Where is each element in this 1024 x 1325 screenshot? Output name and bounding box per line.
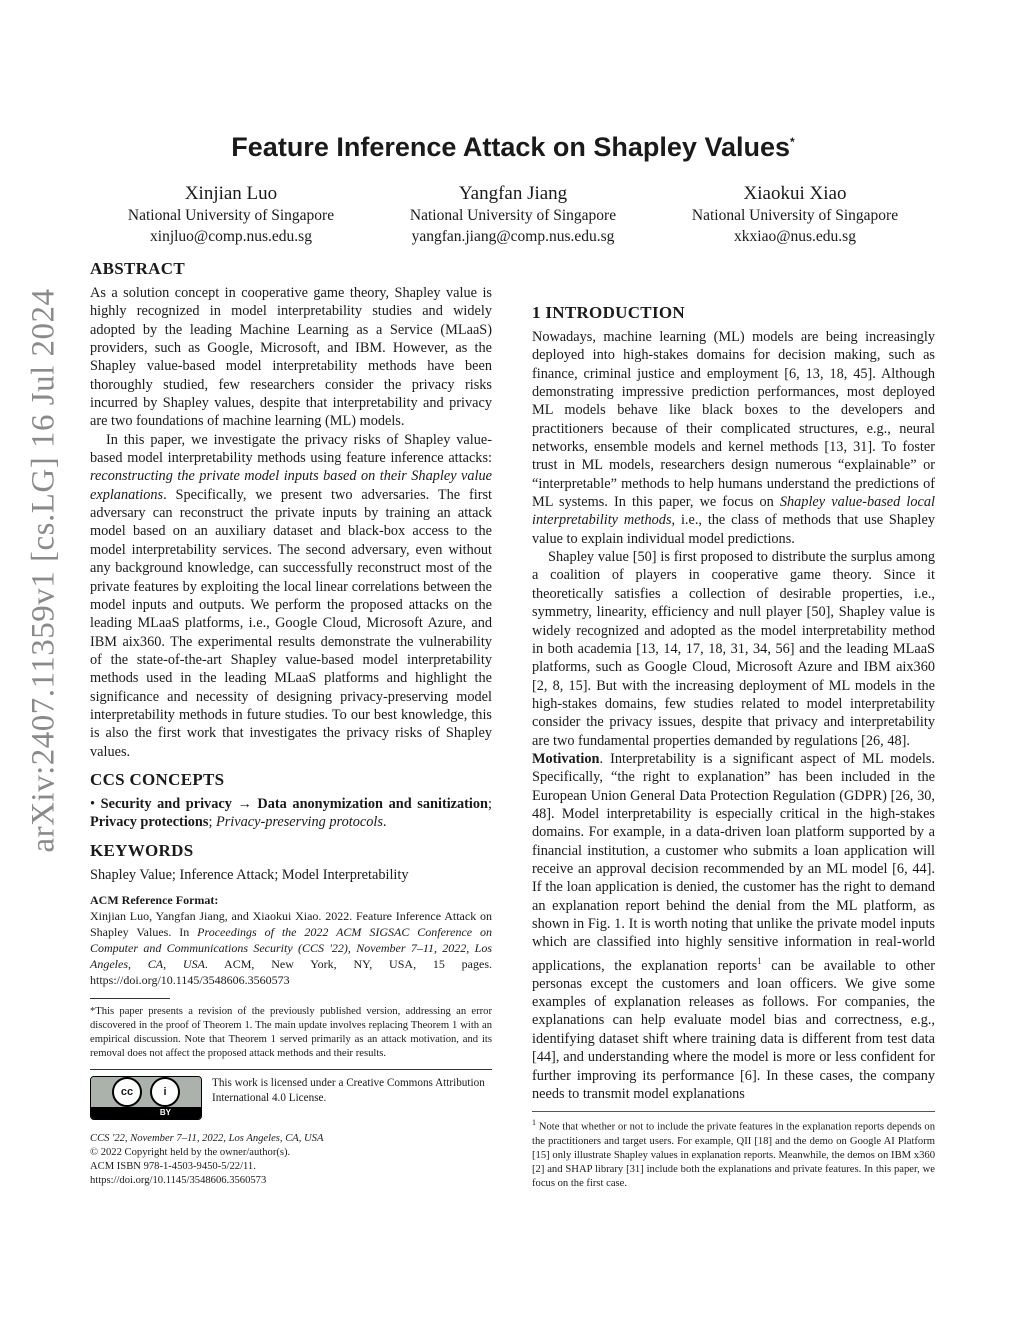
author-email: xinjluo@comp.nus.edu.sg bbox=[150, 228, 312, 245]
ccs-separator: ; bbox=[488, 795, 492, 812]
author-3 bbox=[654, 182, 936, 247]
author-email: xkxiao@nus.edu.sg bbox=[734, 228, 856, 245]
author-name: Yangfan Jiang bbox=[458, 183, 568, 204]
license-text: This work is licensed under a Creative Commons Attribution International 4.0 License. bbox=[212, 1076, 485, 1104]
reference-venue: Proceedings of the 2022 ACM SIGSAC Conference on Computer and Communications Security (CCS '22), November 7–11, 2022, Los Angeles, CA, USA bbox=[90, 924, 492, 971]
arxiv-id: arXiv:2407.11359v1 [cs.LG] 16 Jul 2024 bbox=[25, 287, 62, 853]
footnote-1 bbox=[532, 1116, 935, 1191]
license-block bbox=[90, 1069, 492, 1120]
intro-paragraph-3 bbox=[532, 750, 935, 1103]
by-label: BY bbox=[91, 1107, 201, 1119]
cc-icon: cc bbox=[112, 1077, 142, 1107]
keywords-text: Shapley Value; Inference Attack; Model Interpretability bbox=[90, 866, 409, 883]
introduction-heading: 1 INTRODUCTION bbox=[532, 303, 685, 322]
intro-paragraph-2: Shapley value [50] is first proposed to distribute the surplus among a coalition of players in cooperative game theory. Since it theoretically satisfies a collection of desirable properties, i.e., symmetry, linearity, efficiency and null player [50], Shapley value is widely recognized and adopted as the model interpretability method in both academia [13, 14, 17, 18, 31, 34, 56] and the leading MLaaS platforms, such as Google Cloud, Microsoft Azure and IBM aix360 [2, 8, 15]. But with the increasing deployment of ML models in the high-stakes domains, few studies related to model interpretability consider the privacy issues, despite that privacy and interpretability are two fundamental properties demanded by regulations [26, 48]. bbox=[532, 549, 935, 749]
ccs-concept-2: Privacy protections bbox=[90, 814, 209, 831]
ccs-end: . bbox=[382, 814, 387, 831]
title-footnote-mark: * bbox=[790, 135, 795, 149]
author-affiliation: National University of Singapore bbox=[691, 207, 899, 224]
paper-title bbox=[90, 132, 936, 163]
author-name: Xiaokui Xiao bbox=[743, 183, 847, 204]
intro-paragraph-1 bbox=[532, 328, 935, 548]
keywords-heading: KEYWORDS bbox=[90, 840, 194, 860]
author-block bbox=[90, 182, 936, 247]
conference-line: CCS '22, November 7–11, 2022, Los Angeles, CA, USA bbox=[90, 1132, 324, 1144]
author-name: Xinjian Luo bbox=[184, 183, 278, 204]
ccs-concepts bbox=[90, 795, 492, 832]
footnote-ref-1: 1 bbox=[757, 955, 762, 966]
author-email: yangfan.jiang@comp.nus.edu.sg bbox=[411, 228, 615, 245]
ccs-concept-3: Privacy-preserving protocols bbox=[216, 814, 383, 831]
footnote-1-text: Note that whether or not to include the private features in the explanation reports depends on the practitioners and target users. For example, QII [18] and the demo on Google AI Platform [15] only illustrate Shapley values in explanation reports. Meanwhile, the demos on IBM x360 [2] and SHAP library [31] include both the explanations and private features. In this paper, we focus on the first case. bbox=[532, 1121, 935, 1189]
abstract-p2-text: In this paper, we investigate the privacy risks of Shapley value-based model interpretability methods using feature inference attacks: bbox=[90, 431, 492, 467]
intro-p3-rest: can be available to other personas except the customers and loan officers. We give some examples of explanation releases as follows. For companies, the explanations can help evaluate model bias and correctness, e.g., identifying dataset shift where training data is different from test data [44], and understanding where the model is more or less confident for further improving its performance [6]. In these cases, the company needs to transmit model explanations bbox=[532, 957, 935, 1102]
conference-info bbox=[90, 1132, 492, 1188]
abstract-p2-rest: . Specifically, we present two adversaries. The first adversary can reconstruct the private inputs by training an attack model based on an auxiliary dataset and black-box access to the model interpretability services. The second adversary, even without any background knowledge, can successfully reconstruct most of the private features by exploiting the local linear correlations between the model inputs and outputs. We perform the proposed attacks on the leading MLaaS platforms, i.e., Google Cloud, Microsoft Azure, and IBM aix360. The experimental results demonstrate the vulnerability of the state-of-the-art Shapley value-based model interpretability methods used in the leading MLaaS platforms and highlight the significance and necessity of designing privacy-preserving model interpretability methods in future studies. To our best knowledge, this is also the first work that investigates the privacy risks of Shapley values. bbox=[90, 486, 492, 760]
intro-p1-text: Nowadays, machine learning (ML) models are being increasingly deployed into high-stakes domains for decision making, such as finance, criminal justice and employment [6, 13, 18, 45]. Although demonstrating impressive prediction performances, most deployed ML models behave like black boxes to the developers and practitioners because of their complicated structures, e.g., neural networks, ensemble models and kernel methods [13, 31]. To foster trust in ML models, researchers design numerous “explainable” or “interpretable” methods to help humans understand the predictions of ML systems. In this paper, we focus on bbox=[532, 329, 935, 511]
footnote-1-mark: 1 bbox=[532, 1118, 536, 1128]
author-affiliation: National University of Singapore bbox=[127, 207, 335, 224]
intro-p1-rest: , i.e., the class of methods that use Shapley value to explain individual model predictions. bbox=[532, 512, 935, 547]
ccs-concept-1: Security and privacy → Data anonymization and sanitization bbox=[100, 795, 488, 812]
abstract-p2-emphasis: reconstructing the private model inputs based on their Shapley value explanations bbox=[90, 468, 492, 503]
reference-text bbox=[90, 908, 492, 988]
doi-line: https://doi.org/10.1145/3548606.3560573 bbox=[90, 1174, 267, 1186]
ccs-separator: ; bbox=[208, 814, 216, 831]
abstract-heading: ABSTRACT bbox=[90, 259, 185, 278]
reference-heading: ACM Reference Format: bbox=[90, 892, 219, 907]
footnote-rule bbox=[90, 998, 170, 999]
footnote-separator bbox=[532, 1111, 935, 1112]
author-2 bbox=[372, 182, 654, 247]
author-affiliation: National University of Singapore bbox=[409, 207, 617, 224]
motivation-label: Motivation bbox=[532, 750, 600, 767]
arxiv-sidebar-stamp bbox=[22, 190, 66, 950]
title-text: Feature Inference Attack on Shapley Values bbox=[231, 132, 791, 162]
reference-details: . ACM, New York, NY, USA, 15 pages. https://doi.org/10.1145/3548606.3560573 bbox=[90, 956, 492, 987]
intro-p3-text: . Interpretability is a significant aspect of ML models. Specifically, “the right to explanation” has been included in the European Union General Data Protection Regulation (GDPR) [26, 30, 48]. Model interpretability is especially critical in the high-stakes domains. For example, in a data-driven loan platform supported by a financial institution, a customer who submits a loan application will receive an approval decision recommended by an ML model [6, 44]. If the loan application is denied, the customer has the right to demand an explanation report behind the denial from the ML platform, as shown in Fig. 1. It is worth noting that unlike the private model inputs which are classified into highly sensitive information in real-world applications, the explanation reports bbox=[532, 750, 935, 974]
author-1 bbox=[90, 182, 372, 247]
ccs-heading: CCS CONCEPTS bbox=[90, 769, 225, 789]
abstract-paragraph-1: As a solution concept in cooperative game theory, Shapley value is highly recognized in model interpretability studies and widely adopted by the leading Machine Learning as a Service (MLaaS) providers, such as Google, Microsoft, and IBM. However, as the Shapley value-based model interpretability methods have been thoroughly studied, few researchers consider the privacy risks incurred by Shapley values, despite that interpretability and privacy are two foundations of machine learning (ML) models. bbox=[90, 285, 492, 430]
abstract-paragraph-2 bbox=[90, 431, 492, 761]
reference-authors: Xinjian Luo, Yangfan Jiang, and Xiaokui Xiao. 2022. Feature Inference Attack on Shapley Values. In bbox=[90, 908, 492, 939]
copyright-line: © 2022 Copyright held by the owner/author(s). bbox=[90, 1146, 291, 1158]
ccs-bullet: • bbox=[90, 795, 101, 812]
cc-by-logo bbox=[90, 1076, 202, 1120]
revision-footnote: *This paper presents a revision of the previously published version, addressing an error discovered in the proof of Theorem 1. The main update involves replacing Theorem 1 with an empirical discussion. Note that Theorem 1 served primarily as an attack motivation, and its removal does not affect the proposed attack methods and their results. bbox=[90, 1005, 492, 1059]
intro-p1-emphasis: Shapley value-based local interpretability methods bbox=[532, 494, 935, 529]
right-column bbox=[532, 258, 935, 1191]
left-column bbox=[90, 258, 492, 1188]
attribution-icon: i bbox=[150, 1077, 180, 1107]
isbn-line: ACM ISBN 978-1-4503-9450-5/22/11. bbox=[90, 1160, 256, 1172]
